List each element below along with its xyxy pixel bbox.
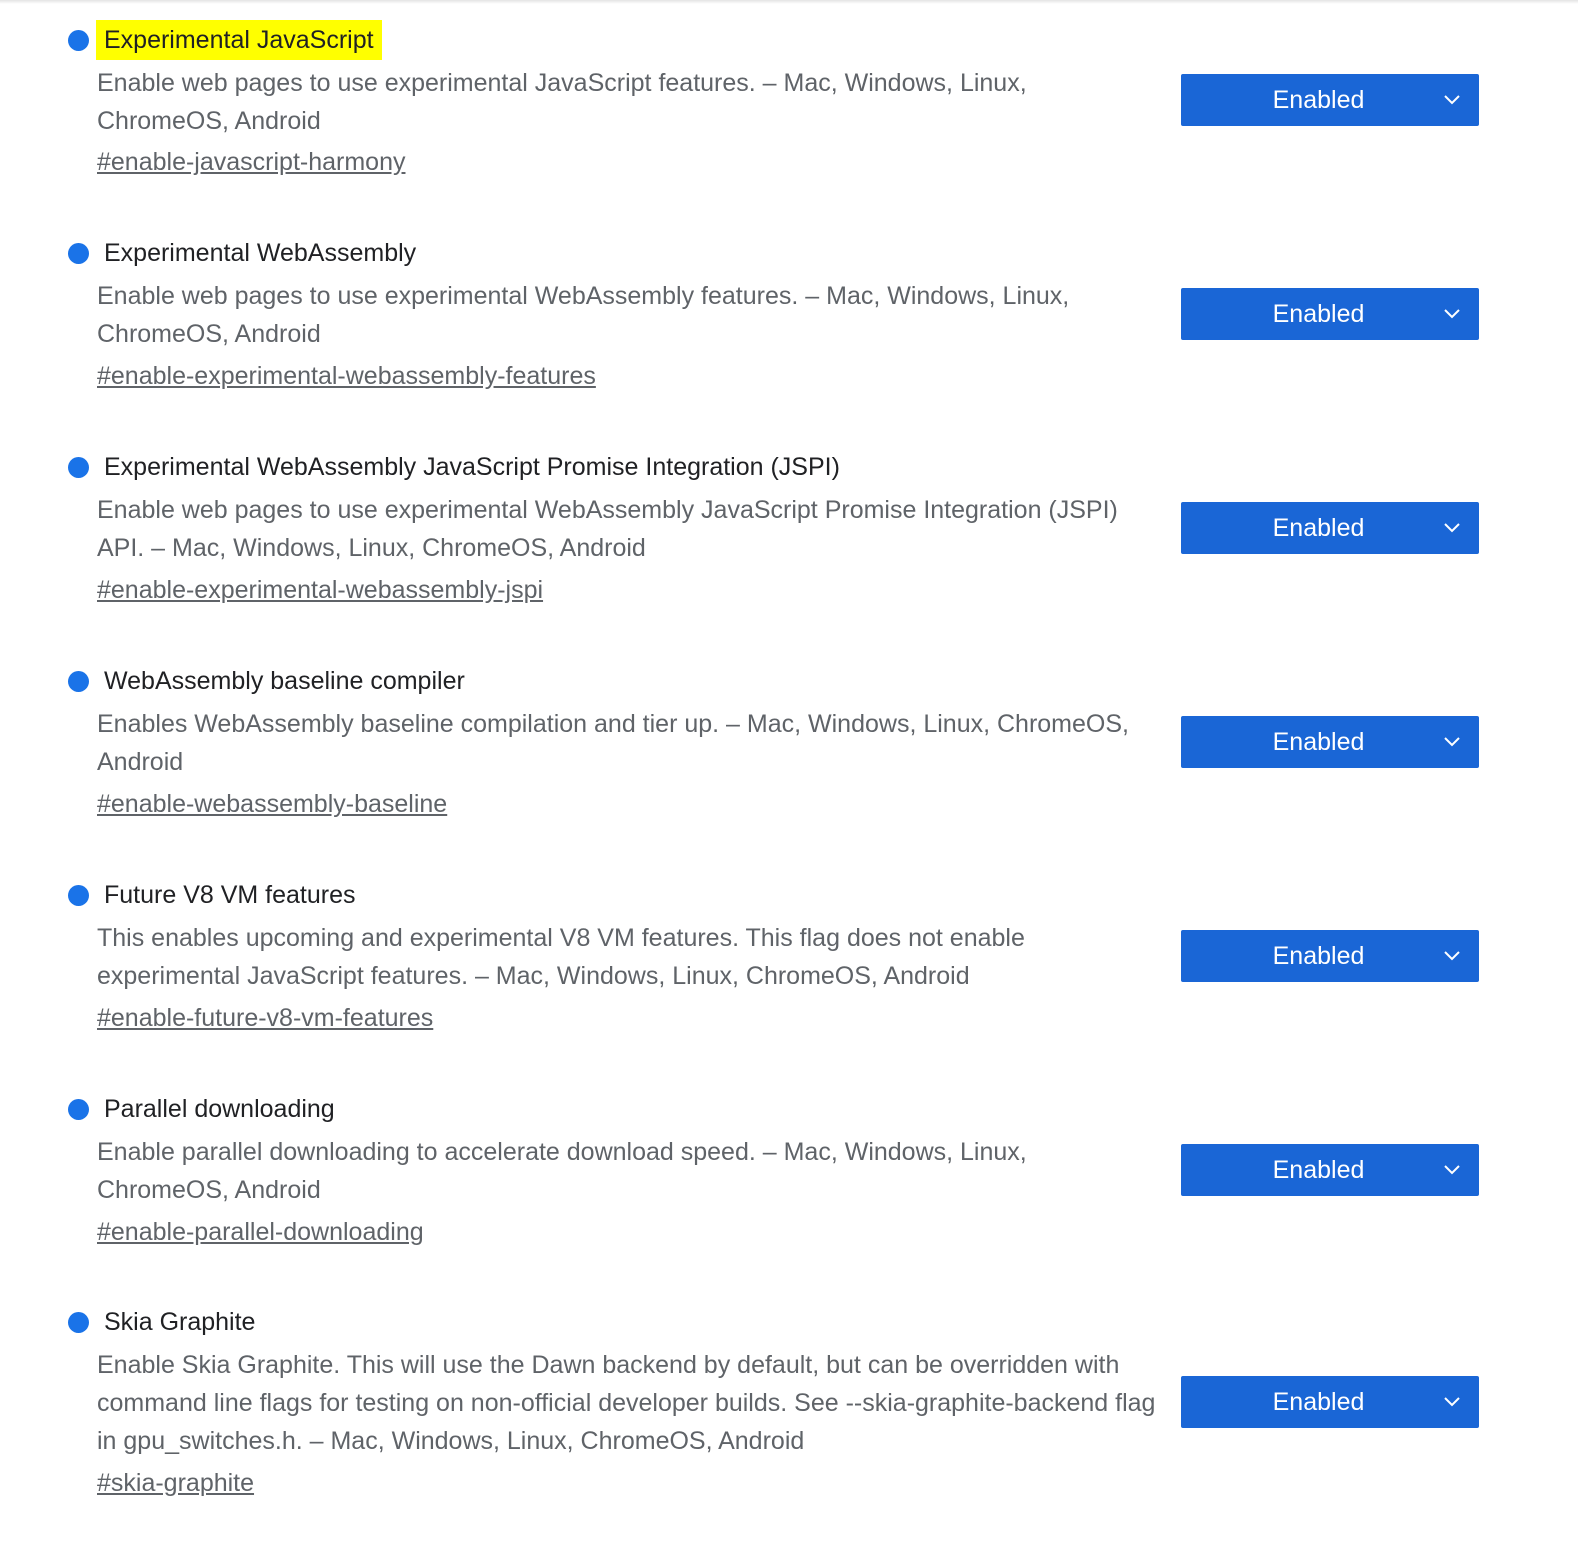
chevron-down-icon	[1443, 1161, 1461, 1179]
chevron-down-icon	[1443, 733, 1461, 751]
flag-link[interactable]: #enable-webassembly-baseline	[97, 790, 448, 818]
flag-state-select[interactable]	[1181, 1376, 1479, 1428]
flag-link[interactable]: #enable-parallel-downloading	[97, 1218, 424, 1246]
flag-link[interactable]: #enable-future-v8-vm-features	[97, 1004, 434, 1032]
flag-state-select[interactable]	[1181, 74, 1479, 126]
flag-state-value: Enabled	[1272, 728, 1365, 756]
blue-dot-icon	[68, 1312, 89, 1333]
blue-dot-icon	[68, 30, 89, 51]
flag-state-value: Enabled	[1272, 300, 1365, 328]
top-edge-shadow	[0, 0, 1578, 4]
blue-dot-icon	[68, 885, 89, 906]
flag-state-value: Enabled	[1272, 942, 1365, 970]
flag-description: Enable Skia Graphite. This will use the Dawn backend by default, but can be overridden with command line flags for testing on non-official developer builds. See --skia-graphite-backend flag in gpu_switches.h. – Mac, Windows, Linux, ChromeOS, Android	[97, 1351, 1156, 1455]
flag-state-select[interactable]	[1181, 716, 1479, 768]
flag-state-select[interactable]	[1181, 1144, 1479, 1196]
flag-title: Future V8 VM features	[104, 881, 356, 909]
flag-state-select[interactable]	[1181, 930, 1479, 982]
flag-description: Enable web pages to use experimental WebAssembly features. – Mac, Windows, Linux, ChromeOS, Android	[97, 282, 1070, 348]
flag-state-value: Enabled	[1272, 86, 1365, 114]
blue-dot-icon	[68, 243, 89, 264]
flag-title: Experimental WebAssembly	[104, 239, 417, 267]
flag-description: Enable parallel downloading to accelerate download speed. – Mac, Windows, Linux, ChromeOS, Android	[97, 1138, 1027, 1204]
flag-title: Experimental WebAssembly JavaScript Promise Integration (JSPI)	[104, 453, 840, 481]
flag-link[interactable]: #enable-experimental-webassembly-features	[97, 362, 596, 390]
flag-title: Skia Graphite	[104, 1308, 256, 1336]
flag-state-select[interactable]	[1181, 288, 1479, 340]
flag-title: Parallel downloading	[104, 1095, 335, 1123]
chevron-down-icon	[1443, 305, 1461, 323]
flag-link[interactable]: #enable-experimental-webassembly-jspi	[97, 576, 544, 604]
flag-description: Enable web pages to use experimental JavaScript features. – Mac, Windows, Linux, ChromeOS, Android	[97, 69, 1027, 135]
flag-state-value: Enabled	[1272, 1388, 1365, 1416]
blue-dot-icon	[68, 1099, 89, 1120]
chevron-down-icon	[1443, 947, 1461, 965]
blue-dot-icon	[68, 671, 89, 692]
flag-description: Enables WebAssembly baseline compilation and tier up. – Mac, Windows, Linux, ChromeOS, Android	[97, 710, 1129, 776]
flag-description: Enable web pages to use experimental WebAssembly JavaScript Promise Integration (JSPI) API. – Mac, Windows, Linux, ChromeOS, Android	[97, 496, 1118, 562]
flag-state-select[interactable]	[1181, 502, 1479, 554]
flag-title: WebAssembly baseline compiler	[104, 667, 465, 695]
flag-state-value: Enabled	[1272, 1156, 1365, 1184]
blue-dot-icon	[68, 457, 89, 478]
chevron-down-icon	[1443, 1393, 1461, 1411]
chevron-down-icon	[1443, 91, 1461, 109]
flag-state-value: Enabled	[1272, 514, 1365, 542]
flag-link[interactable]: #enable-javascript-harmony	[97, 148, 406, 176]
flag-link[interactable]: #skia-graphite	[97, 1469, 255, 1497]
flag-title: Experimental JavaScript	[96, 20, 382, 60]
chevron-down-icon	[1443, 519, 1461, 537]
flag-description: This enables upcoming and experimental V8 VM features. This flag does not enable experimental JavaScript features. – Mac, Windows, Linux, ChromeOS, Android	[97, 924, 1025, 990]
